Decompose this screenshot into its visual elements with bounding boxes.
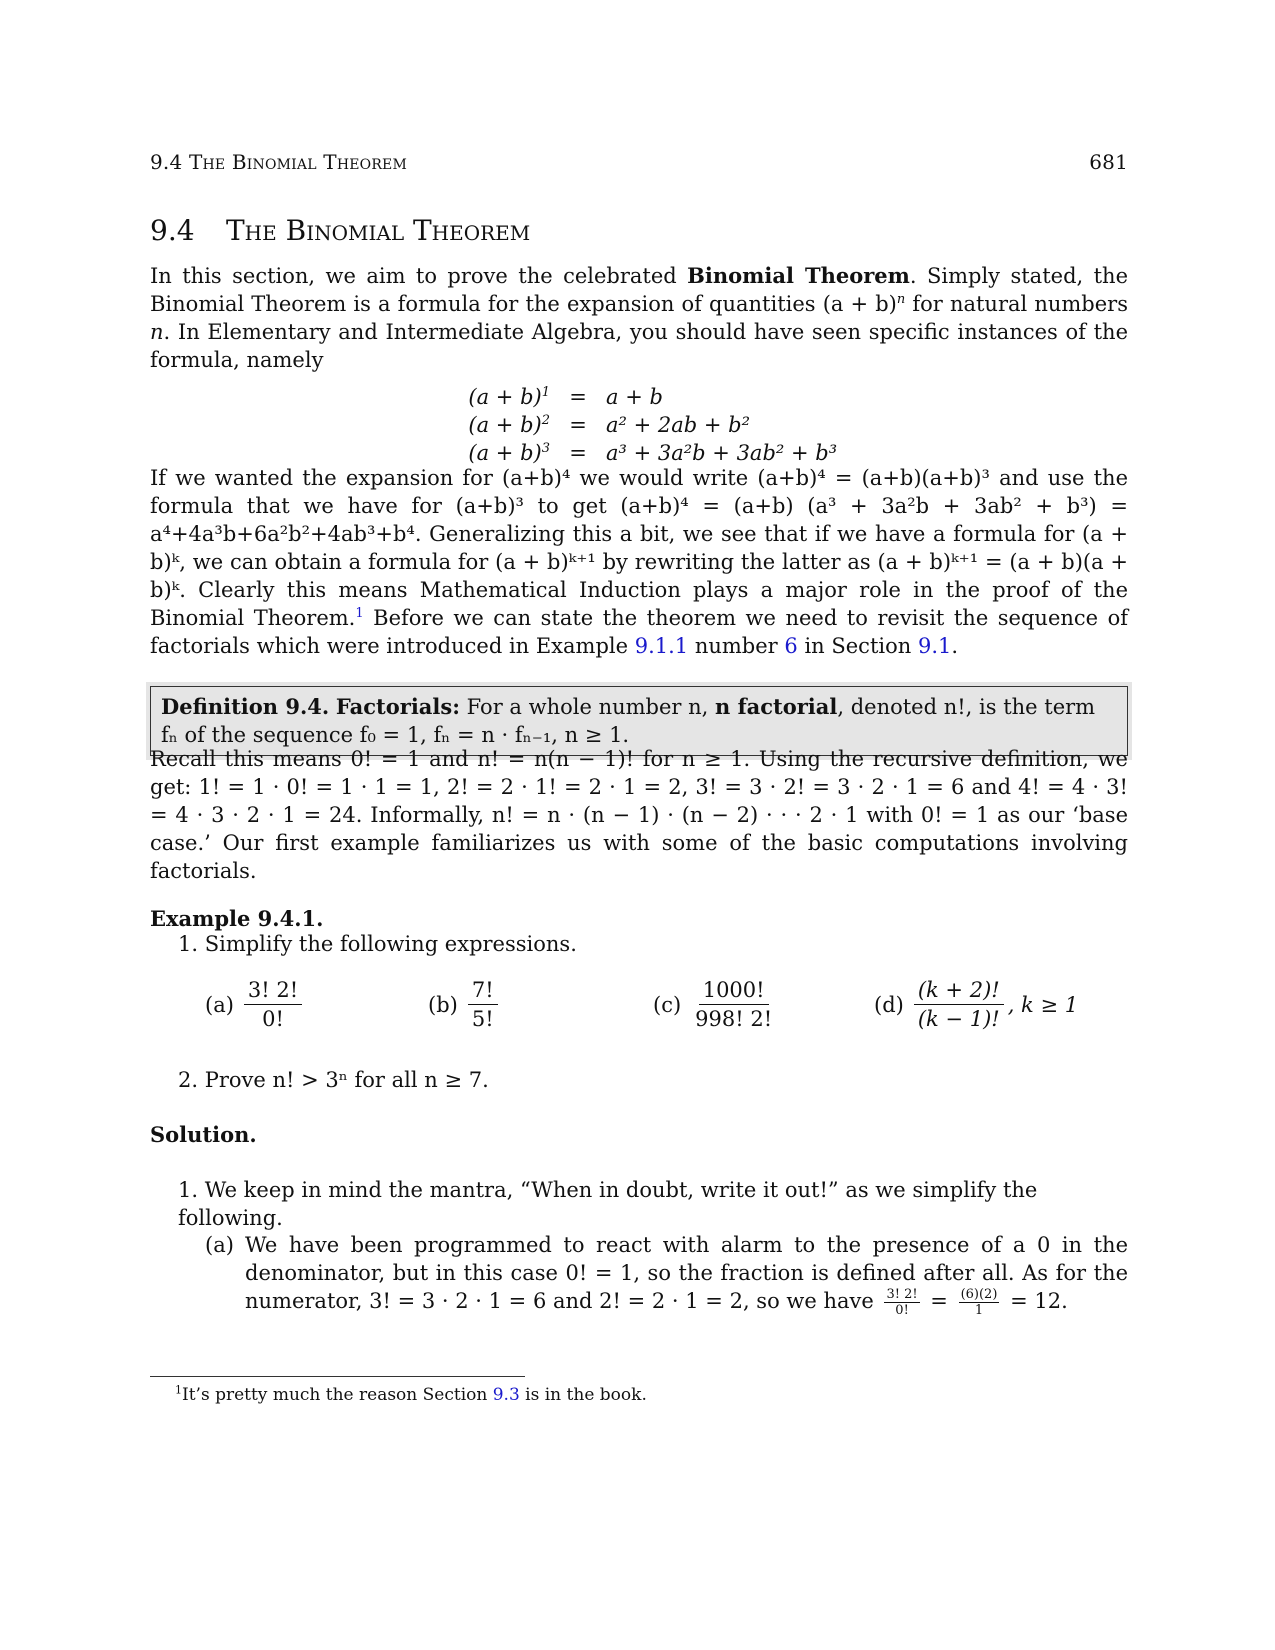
fraction [691,978,776,1031]
solution-text: We have been programmed to react with alarm to the presence of a 0 in the denominator, but in this case 0! = 1, so the fraction is defined after all. As for the numerator, 3! = 3 · 2 · 1 = 6 and 2! = 2 · 1 = 2, so we have [245,1233,1128,1313]
equation-rhs: a + b [606,385,663,409]
intro-bold-term: Binomial Theorem [687,263,910,288]
fraction-numerator: (k + 2)! [914,978,1004,1005]
definition-bold-term: n factorial [715,694,838,719]
example-part-a [205,978,306,1031]
induction-text-1: If we wanted the expansion for (a+b)⁴ we would write (a+b)⁴ = (a+b)(a+b)³ and use the formula that we have for (a+b)³ to get (a+b)⁴ = (a+b) (a³ + 3a²b + 3ab² + b³) = a⁴+4a³b+6a²b²+4ab³+b⁴. Generalizing this a bit, we see that if we have a formula for (a + b)ᵏ, we can obtain a formula for (a + b)ᵏ⁺¹ by rewriting the latter as (a + b)ᵏ⁺¹ = (a + b)(a + b)ᵏ. Clearly this means Mathematical Induction plays a major role in the proof of the Binomial Theorem. [150,466,1128,630]
footnote-rule [150,1376,525,1377]
intro-paragraph [150,262,1128,374]
intro-exponent: n [896,292,906,307]
equation-exponent: 3 [541,441,550,456]
definition-text-2: , denoted n!, is the term fₙ of the sequence f₀ = 1, fₙ = n · fₙ₋₁, n ≥ 1. [161,695,1096,747]
footnote [175,1384,647,1406]
fraction-denominator: 1 [974,1303,984,1318]
part-label: (d) [874,992,904,1017]
footnote-marker-link[interactable]: 1 [355,606,364,621]
equation-exponent: 2 [541,413,550,428]
part-label: (b) [428,992,458,1017]
equation-equals: = [569,385,587,409]
induction-text-3: number [688,634,785,658]
fraction-denominator: 998! 2! [695,1007,773,1031]
factorial-recall-paragraph [150,745,1128,885]
definition-label: Definition 9.4. [161,694,330,719]
fraction [884,1288,919,1317]
solution-result: = 12. [1003,1289,1068,1313]
example-part-b [428,978,502,1031]
running-header [150,150,1128,174]
fraction [244,978,302,1031]
fraction-numerator: (6)(2) [960,1287,998,1302]
example-title: Example 9.4.1. [150,906,324,931]
fraction [468,978,498,1031]
fraction [914,978,1004,1031]
equation-row [450,439,837,467]
intro-text-1: In this section, we aim to prove the celebrated [150,264,688,288]
equation-rhs: a² + 2ab + b² [606,413,751,437]
fraction-denominator: 5! [471,1007,494,1031]
induction-paragraph [150,464,1128,660]
fraction-numerator: 7! [468,978,498,1005]
fraction-denominator: 0! [262,1007,284,1031]
equation-row [450,411,837,439]
footnote-text-2: is in the book. [519,1385,647,1405]
part-label: (a) [205,992,234,1017]
fraction-numerator: 1000! [699,978,769,1005]
solution-part-a [205,1231,1128,1317]
number-6-link[interactable]: 6 [784,634,798,658]
definition-text-1: For a whole number n, [459,695,715,719]
induction-text-4: in Section [797,634,918,658]
intro-var-n: n [150,320,164,344]
factorial-recall-text: Recall this means 0! = 1 and n! = n(n − 1)! for n ≥ 1. Using the recursive definition, we get: 1! = 1 · 0! = 1 · 1 = 1, 2! = 2 · 1! = 2 · 1 = 2, 3! = 3 · 2! = 3 · 2 · 1 = 6 and 4! = 4 · 3! = 4 · 3 · 2 · 1 = 24. Informally, n! = n · (n − 1) · (n − 2) · · · 2 · 1 with 0! = 1 as our ‘base case.’ Our first example familiarizes us with some of the basic computations involving factorials. [150,747,1128,883]
fraction-denominator: 0! [895,1303,909,1318]
equation-equals: = [569,413,587,437]
solution-part-a-text [245,1231,1128,1317]
example-part-d [874,978,1078,1031]
fraction-numerator: 3! 2! [886,1287,918,1302]
example-9-1-1-link[interactable]: 9.1.1 [634,634,689,658]
example-part-c [653,978,780,1031]
definition-name: Factorials: [335,694,460,719]
part-suffix: , k ≥ 1 [1007,992,1079,1017]
part-label: (a) [205,1233,234,1257]
section-9-1-link[interactable]: 9.1 [917,634,952,658]
intro-text-2: . Simply stated, the Binomial Theorem is a formula for the expansion of quantities (a + b) [150,264,1129,316]
equation-lhs: (a + b) [468,441,542,465]
running-header-title: 9.4 The Binomial Theorem [150,150,408,174]
equals-sign: = [923,1289,955,1313]
solution-item-1: 1. We keep in mind the mantra, “When in doubt, write it out!” as we simplify the following. [178,1178,1038,1230]
section-title-text: The Binomial Theorem [226,214,531,247]
footnote-number: 1 [175,1383,182,1397]
intro-text-3: for natural numbers [905,292,1128,316]
equation-rhs: a³ + 3a²b + 3ab² + b³ [606,441,838,465]
section-title [150,214,530,247]
equation-equals: = [569,441,587,465]
equation-exponent: 1 [541,385,550,400]
equation-row [450,383,837,411]
intro-text-4: . In Elementary and Intermediate Algebra, you should have seen specific instances of the formula, namely [150,320,1128,372]
equation-lhs: (a + b) [468,413,542,437]
section-number: 9.4 [150,214,195,247]
induction-text-2: Before we can state the theorem we need to revisit the sequence of factorials which were introduced in Example [150,606,1129,658]
induction-text-5: . [951,634,959,658]
equation-lhs: (a + b) [468,385,542,409]
footnote-text-1: It’s pretty much the reason Section [182,1385,493,1405]
section-9-3-link[interactable]: 9.3 [492,1385,520,1405]
part-label: (c) [653,992,682,1017]
solution-title: Solution. [150,1122,257,1147]
fraction-denominator: (k − 1)! [917,1007,1000,1031]
page-number: 681 [1089,150,1128,174]
example-item-1: 1. Simplify the following expressions. [178,932,577,956]
fraction-numerator: 3! 2! [244,978,302,1005]
fraction [959,1288,1000,1317]
example-item-2: 2. Prove n! > 3ⁿ for all n ≥ 7. [178,1068,489,1092]
equation-array [450,383,837,467]
